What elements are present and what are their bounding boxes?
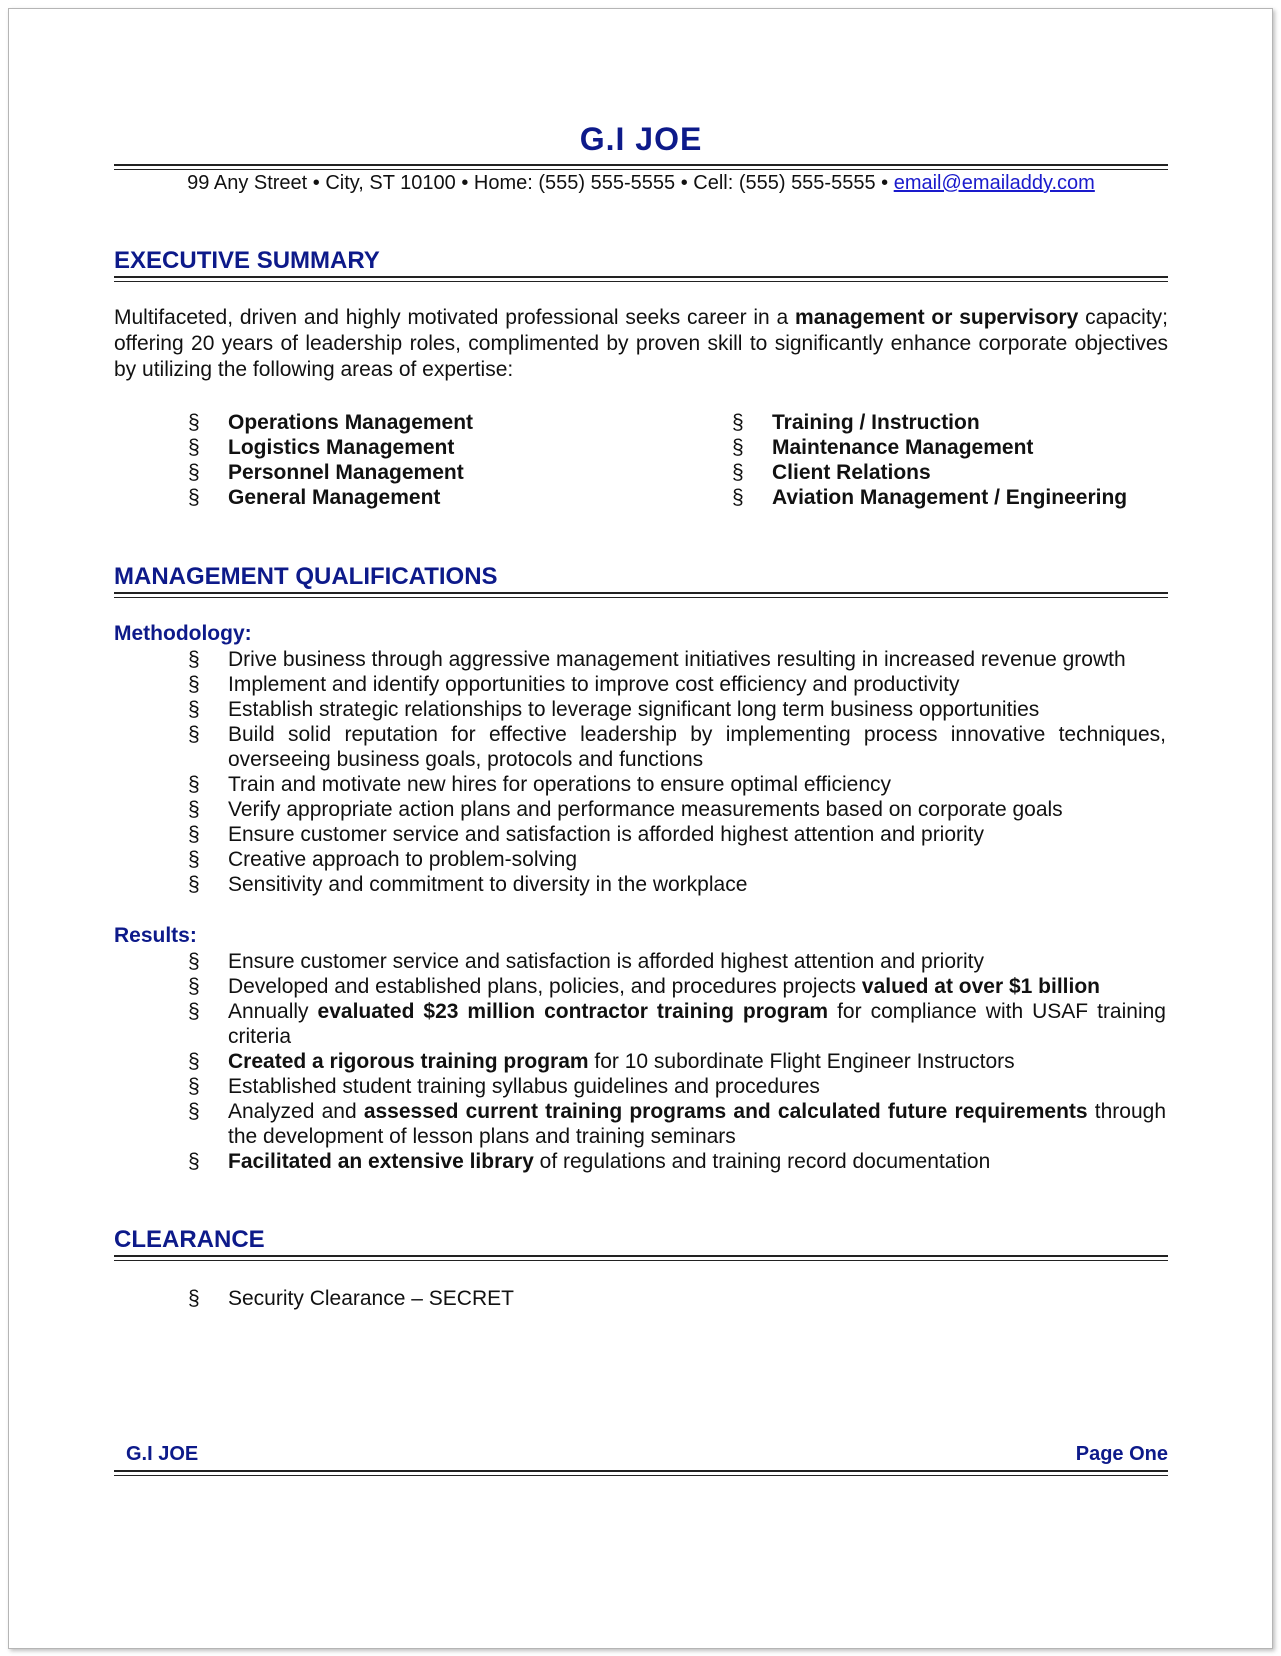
footer-rule	[114, 1470, 1168, 1476]
section-bullet-icon: §	[732, 461, 744, 484]
expertise-item-text	[772, 486, 1127, 509]
results-item-plain: Developed and established plans, policies, and procedures projects	[228, 975, 862, 998]
section-rule	[114, 1255, 1168, 1261]
section-bullet-icon: §	[732, 436, 744, 459]
expertise-item-plain: Maintenance Management	[772, 436, 1034, 459]
expertise-item-plain: Personnel Management	[228, 461, 464, 484]
section-title-management-qualifications: MANAGEMENT QUALIFICATIONS	[114, 563, 498, 590]
expertise-item	[114, 485, 654, 510]
section-bullet-icon: §	[188, 411, 200, 434]
methodology-item-text	[228, 872, 1166, 897]
expertise-item-text	[772, 411, 980, 434]
summary-text-bold: management or supervisory	[795, 306, 1079, 329]
methodology-heading: Methodology:	[114, 622, 252, 645]
methodology-item	[114, 847, 1168, 872]
methodology-item-text	[228, 847, 1166, 872]
expertise-item-plain: Training / Instruction	[772, 411, 980, 434]
methodology-item-plain: Train and motivate new hires for operations to ensure optimal efficiency	[228, 773, 892, 796]
methodology-item-text	[228, 697, 1166, 722]
expertise-item-plain: Operations Management	[228, 411, 474, 434]
section-bullet-icon: §	[188, 975, 200, 998]
methodology-item	[114, 872, 1168, 897]
expertise-list-left	[114, 410, 654, 510]
results-item	[114, 1099, 1168, 1149]
methodology-list	[114, 647, 1168, 897]
expertise-item-text	[772, 461, 931, 484]
results-item-bold: Facilitated an extensive library	[228, 1150, 534, 1173]
results-item-bold: assessed current training programs and calculated future requirements	[363, 1100, 1088, 1123]
section-bullet-icon: §	[188, 1050, 200, 1073]
results-item-text	[228, 974, 1166, 999]
results-item-text	[228, 1149, 1166, 1174]
expertise-item-plain: General Management	[228, 486, 441, 509]
section-bullet-icon: §	[732, 486, 744, 509]
methodology-item-text	[228, 722, 1166, 772]
section-bullet-icon: §	[188, 1287, 200, 1310]
methodology-item	[114, 722, 1168, 772]
section-bullet-icon: §	[188, 461, 200, 484]
section-bullet-icon: §	[188, 848, 200, 871]
results-item-bold: evaluated $23 million contractor training program	[317, 1000, 829, 1023]
email-link[interactable]: email@emailaddy.com	[893, 172, 1095, 194]
results-item-text	[228, 1099, 1166, 1149]
methodology-item	[114, 772, 1168, 797]
section-rule	[114, 592, 1168, 598]
section-rule	[114, 276, 1168, 282]
methodology-item-plain: Ensure customer service and satisfaction is afforded highest attention and priority	[228, 823, 985, 846]
methodology-item	[114, 797, 1168, 822]
header-rule	[114, 164, 1168, 170]
results-item-plain: Established student training syllabus guidelines and procedures	[228, 1075, 820, 1098]
section-bullet-icon: §	[188, 1100, 200, 1123]
methodology-item	[114, 647, 1168, 672]
methodology-item	[114, 822, 1168, 847]
section-bullet-icon: §	[188, 798, 200, 821]
results-item	[114, 999, 1168, 1049]
section-bullet-icon: §	[188, 823, 200, 846]
expertise-item	[114, 410, 654, 435]
section-bullet-icon: §	[188, 723, 200, 746]
expertise-item-plain: Client Relations	[772, 461, 931, 484]
section-bullet-icon: §	[188, 486, 200, 509]
results-item-plain: Ensure customer service and satisfaction is afforded highest attention and priority	[228, 950, 985, 973]
results-item-plain: of regulations and training record documentation	[533, 1150, 991, 1173]
expertise-item	[114, 460, 654, 485]
expertise-item	[658, 410, 1168, 435]
results-item	[114, 1149, 1168, 1174]
results-item-plain: for 10 subordinate Flight Engineer Instructors	[588, 1050, 1015, 1073]
results-item-text	[228, 1049, 1166, 1074]
section-bullet-icon: §	[188, 1000, 200, 1023]
section-bullet-icon: §	[732, 411, 744, 434]
clearance-item	[114, 1286, 1168, 1311]
expertise-item-plain: Logistics Management	[228, 436, 455, 459]
contact-line	[114, 172, 1168, 195]
results-item	[114, 974, 1168, 999]
expertise-item-text	[228, 486, 440, 509]
methodology-item-plain: Build solid reputation for effective leadership by implementing process innovative techniques, overseeing business goals, protocols and functions	[228, 723, 1166, 771]
results-item-bold: Created a rigorous training program	[228, 1050, 589, 1073]
section-bullet-icon: §	[188, 648, 200, 671]
results-item-bold: valued at over $1 billion	[861, 975, 1100, 998]
candidate-name: G.I JOE	[579, 121, 703, 157]
results-item-plain: through the development of lesson plans and training seminars	[228, 1100, 1166, 1148]
methodology-item-text	[228, 672, 1166, 697]
section-title-executive-summary: EXECUTIVE SUMMARY	[114, 247, 380, 274]
results-item-plain: Analyzed and	[228, 1100, 364, 1123]
results-item-text	[228, 1074, 1166, 1099]
expertise-item-text	[228, 436, 454, 459]
section-title-clearance: CLEARANCE	[114, 1226, 265, 1253]
summary-text-end: capacity; offering 20 years of leadership roles, complimented by proven skill to significantly enhance corporate objectives by utilizing the following areas of expertise:	[114, 306, 1168, 381]
section-bullet-icon: §	[188, 1150, 200, 1173]
methodology-item-plain: Creative approach to problem-solving	[228, 848, 578, 871]
results-item-plain: for compliance with USAF training criteria	[228, 1000, 1166, 1048]
clearance-item-text	[228, 1287, 514, 1310]
methodology-item-plain: Implement and identify opportunities to improve cost efficiency and productivity	[228, 673, 960, 696]
expertise-item	[658, 485, 1168, 510]
section-bullet-icon: §	[188, 673, 200, 696]
methodology-item-text	[228, 647, 1166, 672]
methodology-item-plain: Drive business through aggressive management initiatives resulting in increased revenue growth	[228, 648, 1126, 671]
section-bullet-icon: §	[188, 773, 200, 796]
section-bullet-icon: §	[188, 436, 200, 459]
section-bullet-icon: §	[188, 698, 200, 721]
results-heading: Results:	[114, 924, 197, 947]
summary-paragraph	[114, 305, 1168, 383]
footer-name: G.I JOE	[126, 1443, 199, 1465]
expertise-item	[114, 435, 654, 460]
clearance-item-plain: Security Clearance – SECRET	[228, 1287, 514, 1310]
results-item-text	[228, 999, 1166, 1049]
results-item	[114, 949, 1168, 974]
methodology-item-plain: Verify appropriate action plans and performance measurements based on corporate goals	[228, 798, 1063, 821]
clearance-list	[114, 1286, 1168, 1311]
expertise-item-text	[228, 461, 464, 484]
expertise-item	[658, 435, 1168, 460]
section-bullet-icon: §	[188, 950, 200, 973]
footer-page-number: Page One	[1075, 1443, 1168, 1465]
results-item-text	[228, 949, 1166, 974]
expertise-item-plain: Aviation Management / Engineering	[772, 486, 1128, 509]
results-item	[114, 1074, 1168, 1099]
results-list	[114, 949, 1168, 1174]
methodology-item	[114, 672, 1168, 697]
methodology-item-plain: Establish strategic relationships to leverage significant long term business opportunities	[228, 698, 1040, 721]
summary-text-start: Multifaceted, driven and highly motivated professional seeks career in a	[114, 306, 796, 329]
methodology-item-text	[228, 772, 1166, 797]
contact-address: 99 Any Street • City, ST 10100 • Home: (555) 555-5555 • Cell: (555) 555-5555 •	[187, 172, 894, 194]
expertise-item-text	[772, 436, 1033, 459]
results-item	[114, 1049, 1168, 1074]
expertise-item	[658, 460, 1168, 485]
methodology-item-text	[228, 797, 1166, 822]
methodology-item-text	[228, 822, 1166, 847]
methodology-item-plain: Sensitivity and commitment to diversity in the workplace	[228, 873, 748, 896]
methodology-item	[114, 697, 1168, 722]
expertise-list-right	[658, 410, 1168, 510]
section-bullet-icon: §	[188, 873, 200, 896]
results-item-plain: Annually	[228, 1000, 318, 1023]
expertise-item-text	[228, 411, 473, 434]
section-bullet-icon: §	[188, 1075, 200, 1098]
